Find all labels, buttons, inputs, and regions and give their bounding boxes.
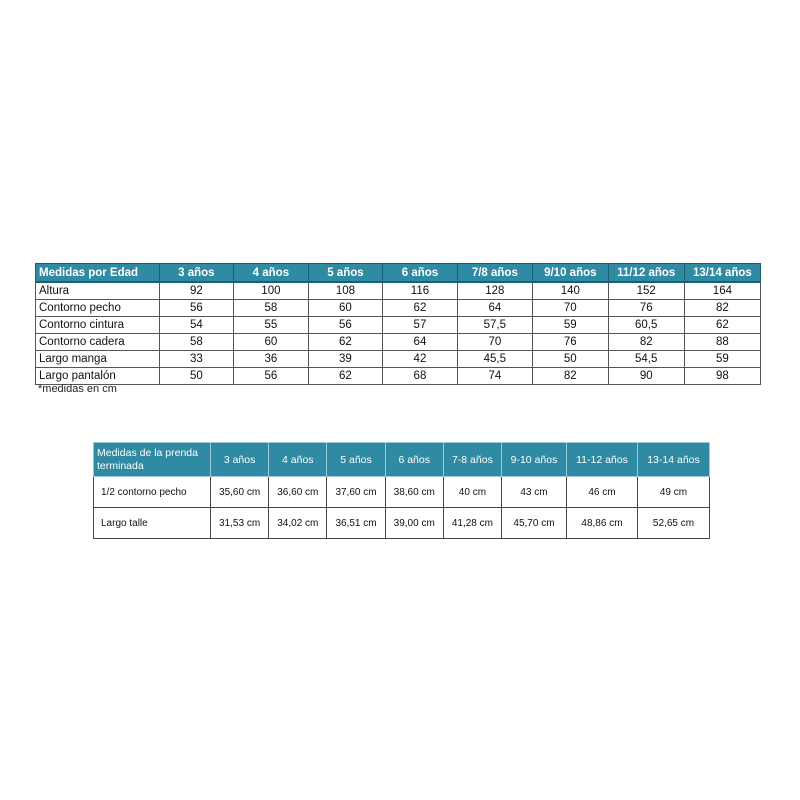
row-label: Altura [36, 282, 160, 300]
row-label: Largo manga [36, 351, 160, 368]
table-cell: 40 cm [443, 477, 501, 508]
table-cell: 39 [308, 351, 383, 368]
table-cell: 70 [532, 300, 608, 317]
table-row [36, 334, 761, 351]
table-header-row [36, 264, 761, 283]
table-cell: 140 [532, 282, 608, 300]
table-cell: 74 [457, 368, 532, 385]
table-cell: 76 [608, 300, 684, 317]
column-header: 13/14 años [684, 264, 760, 283]
table-cell: 164 [684, 282, 760, 300]
table-cell: 45,5 [457, 351, 532, 368]
table-cell: 52,65 cm [637, 508, 709, 539]
table-cell: 68 [383, 368, 458, 385]
units-note: *medidas en cm [38, 383, 117, 395]
table-cell: 49 cm [637, 477, 709, 508]
column-header: 6 años [385, 443, 443, 477]
table-cell: 54,5 [608, 351, 684, 368]
table-cell: 36,60 cm [269, 477, 327, 508]
column-header: Medidas de la prenda terminada [94, 443, 211, 477]
table-cell: 62 [684, 317, 760, 334]
table-cell: 43 cm [502, 477, 567, 508]
table-cell: 82 [532, 368, 608, 385]
column-header: 7-8 años [443, 443, 501, 477]
row-label: Contorno pecho [36, 300, 160, 317]
table-cell: 50 [532, 351, 608, 368]
table-cell: 62 [383, 300, 458, 317]
column-header: 9-10 años [502, 443, 567, 477]
column-header: 3 años [211, 443, 269, 477]
table-cell: 76 [532, 334, 608, 351]
table-cell: 108 [308, 282, 383, 300]
column-header: 7/8 años [457, 264, 532, 283]
table-row [94, 508, 710, 539]
table-row [36, 282, 761, 300]
row-label: Contorno cintura [36, 317, 160, 334]
table-cell: 56 [308, 317, 383, 334]
table-cell: 56 [159, 300, 234, 317]
table-cell: 56 [234, 368, 309, 385]
table-cell: 60,5 [608, 317, 684, 334]
table-row [36, 351, 761, 368]
table-row [94, 477, 710, 508]
table-cell: 128 [457, 282, 532, 300]
table-cell: 152 [608, 282, 684, 300]
table-cell: 34,02 cm [269, 508, 327, 539]
column-header: 13-14 años [637, 443, 709, 477]
table-cell: 41,28 cm [443, 508, 501, 539]
table-cell: 62 [308, 368, 383, 385]
table-cell: 58 [234, 300, 309, 317]
column-header: 6 años [383, 264, 458, 283]
column-header: 4 años [234, 264, 309, 283]
table-cell: 60 [234, 334, 309, 351]
column-header: 3 años [159, 264, 234, 283]
table-cell: 33 [159, 351, 234, 368]
table-cell: 64 [383, 334, 458, 351]
table-cell: 37,60 cm [327, 477, 385, 508]
finished-garment-table [93, 442, 710, 539]
table-cell: 82 [608, 334, 684, 351]
table-cell: 88 [684, 334, 760, 351]
table-cell: 36 [234, 351, 309, 368]
table-cell: 92 [159, 282, 234, 300]
table-cell: 98 [684, 368, 760, 385]
column-header: 4 años [269, 443, 327, 477]
table-cell: 90 [608, 368, 684, 385]
table-cell: 54 [159, 317, 234, 334]
table-cell: 62 [308, 334, 383, 351]
column-header: 5 años [308, 264, 383, 283]
table-cell: 58 [159, 334, 234, 351]
table-cell: 46 cm [566, 477, 637, 508]
table-cell: 31,53 cm [211, 508, 269, 539]
table-cell: 59 [684, 351, 760, 368]
table-cell: 48,86 cm [566, 508, 637, 539]
table-cell: 59 [532, 317, 608, 334]
table-cell: 35,60 cm [211, 477, 269, 508]
table-cell: 116 [383, 282, 458, 300]
table-row [36, 300, 761, 317]
table-cell: 38,60 cm [385, 477, 443, 508]
table-cell: 82 [684, 300, 760, 317]
table-cell: 100 [234, 282, 309, 300]
table-cell: 64 [457, 300, 532, 317]
table-cell: 42 [383, 351, 458, 368]
column-header: 9/10 años [532, 264, 608, 283]
table-cell: 57,5 [457, 317, 532, 334]
table-cell: 39,00 cm [385, 508, 443, 539]
table-header-row [94, 443, 710, 477]
age-measurements-table [35, 263, 761, 385]
table-cell: 60 [308, 300, 383, 317]
column-header: Medidas por Edad [36, 264, 160, 283]
row-label: Largo talle [94, 508, 211, 539]
table-cell: 57 [383, 317, 458, 334]
table-row [36, 368, 761, 385]
row-label: Contorno cadera [36, 334, 160, 351]
table-row [36, 317, 761, 334]
column-header: 5 años [327, 443, 385, 477]
row-label: Largo pantalón [36, 368, 160, 385]
table-cell: 55 [234, 317, 309, 334]
table-cell: 70 [457, 334, 532, 351]
table-cell: 50 [159, 368, 234, 385]
row-label: 1/2 contorno pecho [94, 477, 211, 508]
table-cell: 36,51 cm [327, 508, 385, 539]
column-header: 11-12 años [566, 443, 637, 477]
table-cell: 45,70 cm [502, 508, 567, 539]
column-header: 11/12 años [608, 264, 684, 283]
